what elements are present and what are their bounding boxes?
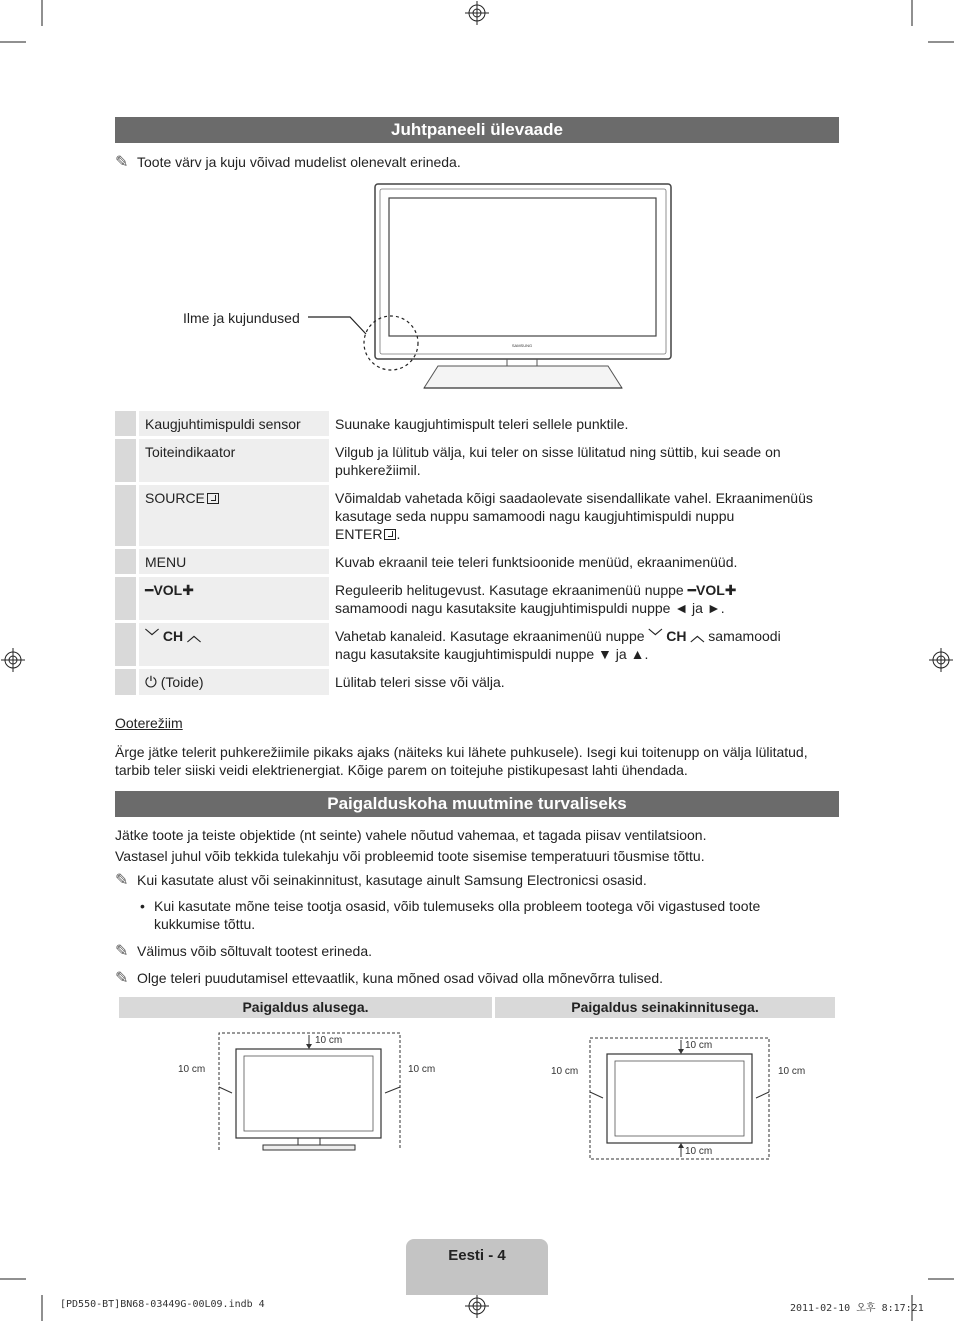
wall-bottom-distance: 10 cm: [685, 1146, 713, 1157]
control-name: ﹀ CH ︿: [138, 622, 330, 668]
wall-install-header: Paigaldus seinakinnitusega.: [495, 997, 835, 1018]
standby-text: Ärge jätke telerit puhkerežiimile pikaks ajaks (näiteks kui lähete puhkusele). Isegi kui toitenupp on välja lülitatud, tarbib teler siiski veidi elektrienergiat. Kõige parem on toitejuhe pistikupesast lahti ühendada.: [115, 744, 808, 778]
power-icon: ⏻: [145, 674, 157, 691]
enter-icon: [384, 529, 396, 540]
pencil-note-icon: ✎: [115, 943, 129, 960]
table-row: [115, 668, 839, 697]
pencil-note-icon: ✎: [115, 872, 129, 889]
control-name: SOURCE: [138, 484, 330, 548]
bullet-marker: •: [140, 898, 145, 914]
control-name: ⏻ (Toide): [138, 668, 330, 697]
registration-mark-bottom: [465, 1294, 489, 1318]
control-desc: Suunake kaugjuhtimispult teleri sellele punktile.: [329, 411, 839, 438]
registration-mark-left: [1, 648, 25, 672]
stand-right-distance: 10 cm: [408, 1064, 436, 1075]
pencil-note-icon: ✎: [115, 154, 129, 171]
wall-top-distance: 10 cm: [685, 1040, 713, 1051]
wall-left-distance: 10 cm: [551, 1066, 579, 1077]
control-desc: Lülitab teleri sisse või välja.: [329, 668, 839, 697]
table-row: [115, 548, 839, 576]
chevron-up-icon: ︿: [690, 628, 705, 644]
control-name: MENU: [138, 548, 330, 576]
registration-mark-top: [465, 1, 489, 25]
callout-leader-line: [300, 310, 370, 340]
pencil-note-icon: ✎: [115, 970, 129, 987]
note-hot-parts: ✎ Olge teleri puudutamisel ettevaatlik, kuna mõned osad võivad olla mõnevõrra tulised.: [115, 970, 664, 987]
table-row: [115, 438, 839, 484]
print-date-info: 2011-02-10 오후 8:17:21: [790, 1303, 924, 1314]
control-name: ━VOL✚: [138, 576, 330, 622]
plus-icon: ✚: [724, 582, 737, 598]
control-desc: Vilgub ja lülitub välja, kui teler on sisse lülitatud ning süttib, kui seade on puhkerežiimil.: [329, 438, 839, 484]
minus-icon: ━: [687, 582, 697, 598]
control-name: Kaugjuhtimispuldi sensor: [138, 411, 330, 438]
control-panel-table: [115, 411, 839, 698]
stand-install-header: Paigaldus alusega.: [119, 997, 492, 1018]
wall-right-distance: 10 cm: [778, 1066, 806, 1077]
control-name: Toiteindikaator: [138, 438, 330, 484]
page-number-tab: Eesti - 4: [406, 1239, 548, 1295]
chevron-down-icon: ﹀: [145, 628, 159, 644]
note-color-shape: ✎ Toote värv ja kuju võivad mudelist olenevalt erineda.: [115, 154, 461, 171]
table-row: [115, 622, 839, 668]
tv-front-illustration: [360, 180, 680, 395]
chevron-down-icon: ﹀: [648, 628, 663, 644]
install-para-1: Jätke toote ja teiste objektide (nt seinte) vahele nõutud vahemaa, et tagada piisav ventilatsioon.: [115, 827, 707, 843]
minus-icon: ━: [145, 582, 154, 598]
callout-label: Ilme ja kujundused: [183, 310, 300, 326]
standby-heading: Ooterežiim: [115, 715, 183, 731]
samsung-logo: SAMSUNG: [511, 343, 533, 348]
stand-left-distance: 10 cm: [178, 1064, 206, 1075]
control-desc: Võimaldab vahetada kõigi saadaolevate sisendallikate vahel. Ekraanimenüüs kasutage seda nuppu samamoodi nagu kaugjuhtimispuldi nuppu ENTER .: [329, 484, 839, 548]
bullet-other-parts: Kui kasutate mõne teise tootja osasid, võib tulemuseks olla probleem tootega või vigastused toote kukkumise tõttu.: [154, 898, 761, 932]
wall-clearance-diagram: [580, 1030, 780, 1165]
table-row: [115, 484, 839, 548]
table-row: [115, 576, 839, 622]
note-appearance: ✎ Välimus võib sõltuvalt tootest erineda.: [115, 943, 373, 960]
section-title-control-panel: Juhtpaneeli ülevaade: [115, 117, 839, 143]
chevron-up-icon: ︿: [187, 628, 202, 644]
enter-icon: [207, 493, 219, 504]
control-desc: Kuvab ekraanil teie teleri funktsioonide menüüd, ekraanimenüüd.: [329, 548, 839, 576]
note-samsung-parts: ✎ Kui kasutate alust või seinakinnitust, kasutage ainult Samsung Electronicsi osasid.: [115, 872, 647, 889]
plus-icon: ✚: [182, 582, 194, 598]
install-para-2: Vastasel juhul võib tekkida tulekahju või probleemid toote sisemise temperatuuri tõusmise tõttu.: [115, 848, 705, 864]
stand-top-distance: 10 cm: [315, 1035, 343, 1046]
section-title-safe-installation: Paigalduskoha muutmine turvaliseks: [115, 791, 839, 817]
control-desc: Reguleerib helitugevust. Kasutage ekraanimenüü nuppe ━VOL✚ samamoodi nagu kasutaksite kaugjuhtimispuldi nuppe ◄ ja ►.: [329, 576, 839, 622]
table-row: [115, 411, 839, 438]
control-desc: Vahetab kanaleid. Kasutage ekraanimenüü nuppe ﹀ CH ︿ samamoodi nagu kasutaksite kaugjuhtimispuldi nuppe ▼ ja ▲.: [329, 622, 839, 668]
print-file-info: [PD550-BT]BN68-03449G-00L09.indb 4: [60, 1299, 265, 1310]
registration-mark-right: [929, 648, 953, 672]
stand-clearance-diagram: [170, 1025, 450, 1155]
